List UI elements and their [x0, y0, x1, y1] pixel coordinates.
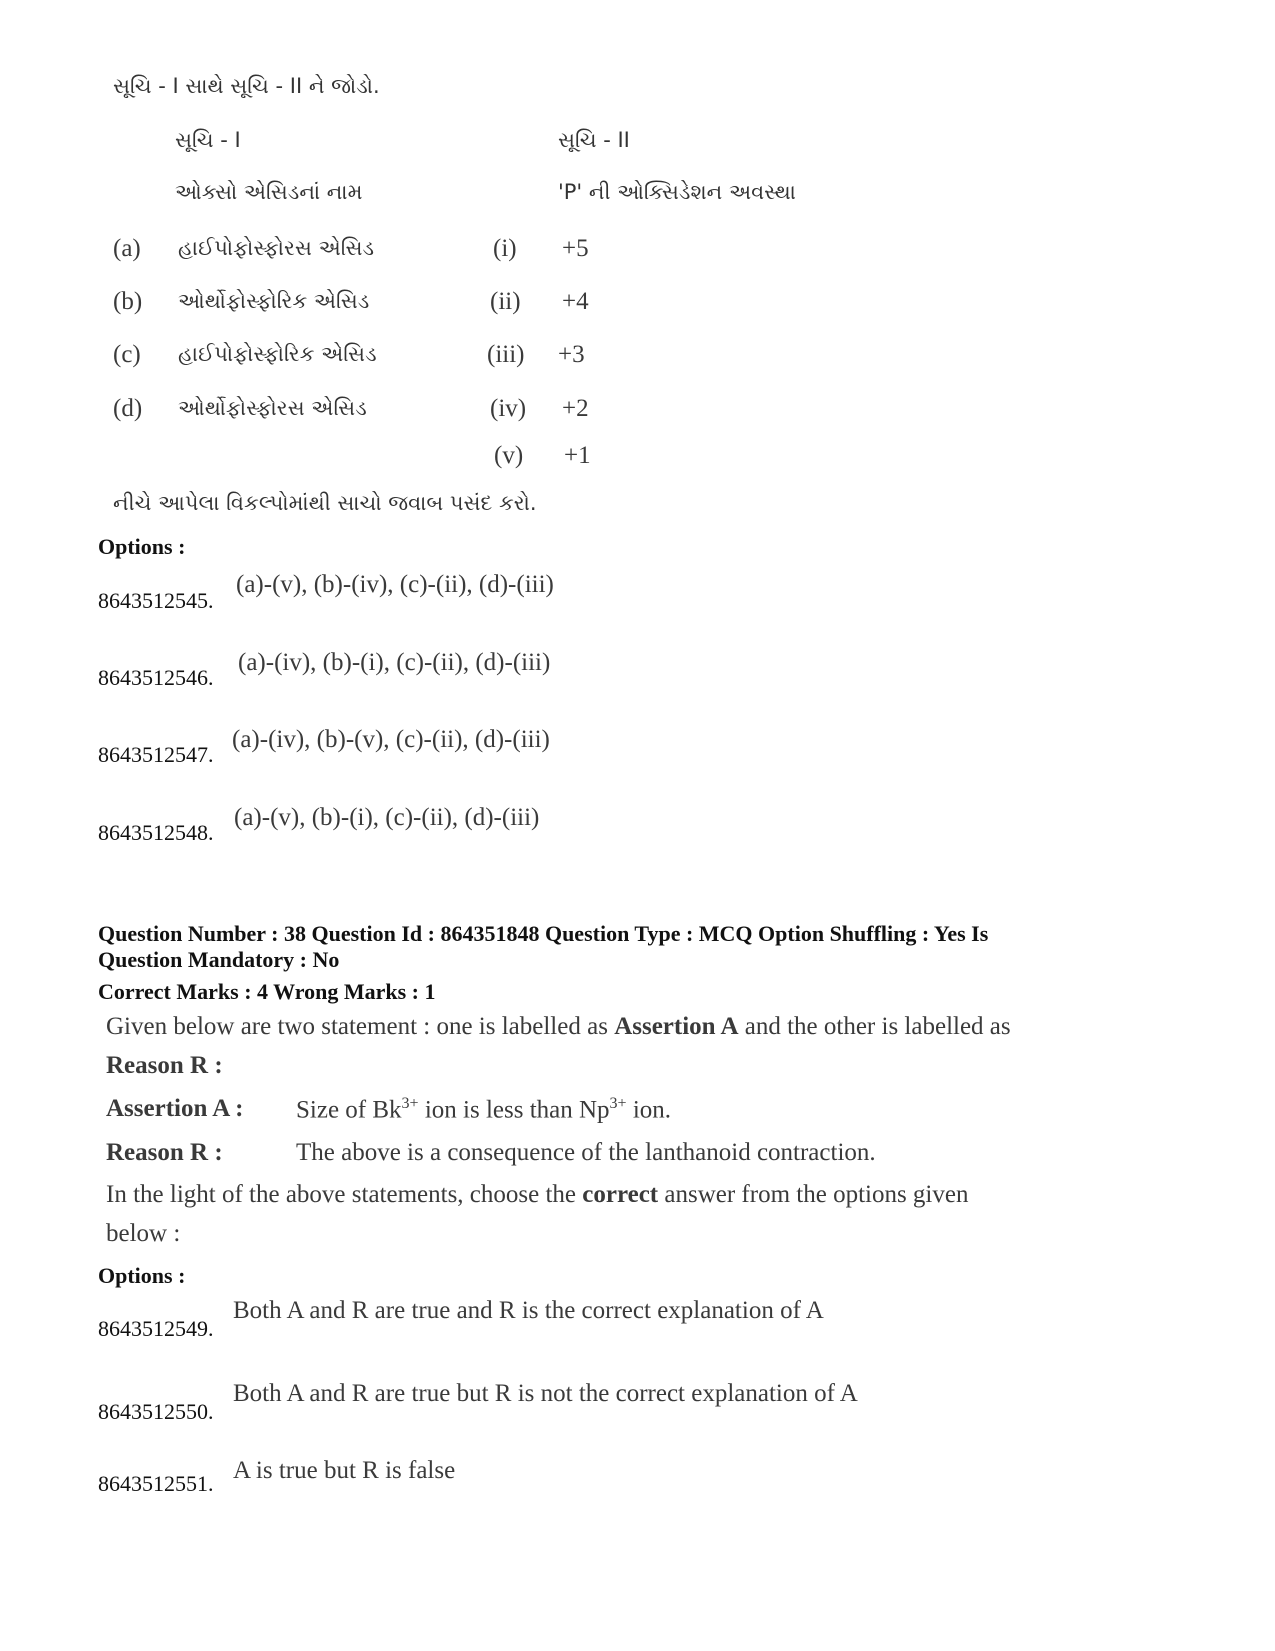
list1-item-c: હાઈપોફોસ્ફોરિક એસિડ [178, 342, 377, 366]
assertion-text-3: ion. [626, 1096, 672, 1124]
q38-option-3-id: 8643512551. [98, 1471, 214, 1496]
bk-charge: 3+ [401, 1095, 419, 1112]
assertion-text [296, 1095, 671, 1124]
q38-option-1-id: 8643512549. [98, 1316, 214, 1341]
q37-options-label: Options : [98, 534, 186, 559]
q38-intro-line2: Reason R : [106, 1052, 223, 1079]
q38-option-1[interactable]: Both A and R are true and R is the correct explanation of A [233, 1297, 824, 1324]
q37-option-2-id: 8643512546. [98, 665, 214, 690]
q38-meta-line1: Question Number : 38 Question Id : 864351848 Question Type : MCQ Option Shuffling : Yes Is [98, 921, 989, 946]
list1-heading: સૂચિ - I [175, 128, 241, 152]
list2-heading: સૂચિ - II [558, 128, 630, 152]
q38-intro-line1 [106, 1013, 1011, 1041]
np-charge: 3+ [609, 1095, 627, 1112]
q38-intro-assertion: Assertion A [614, 1013, 739, 1040]
q37-option-3[interactable]: (a)-(iv), (b)-(v), (c)-(ii), (d)-(iii) [232, 726, 550, 753]
q38-light-bold: correct [582, 1181, 659, 1208]
q38-light-text-1: In the light of the above statements, choose the [106, 1181, 583, 1208]
q37-option-2[interactable]: (a)-(iv), (b)-(i), (c)-(ii), (d)-(iii) [238, 649, 551, 676]
list2-label-i: (i) [493, 235, 517, 262]
q37-option-1-id: 8643512545. [98, 588, 214, 613]
list2-subheading: 'P' ની ઓક્સિડેશન અવસ્થા [558, 180, 796, 204]
q38-intro-text-1: Given below are two statement : one is labelled as [106, 1013, 615, 1040]
list1-item-a: હાઈપોફોસ્ફોરસ એસિડ [178, 236, 375, 260]
reason-label: Reason R : [106, 1139, 223, 1166]
list2-value-ii: +4 [562, 288, 589, 315]
q37-option-4[interactable]: (a)-(v), (b)-(i), (c)-(ii), (d)-(iii) [234, 804, 540, 831]
list2-value-v: +1 [564, 442, 591, 469]
q37-option-4-id: 8643512548. [98, 820, 214, 845]
q38-meta-line3: Correct Marks : 4 Wrong Marks : 1 [98, 979, 436, 1004]
assertion-text-2: ion is less than Np [418, 1096, 610, 1124]
list1-label-a: (a) [113, 235, 141, 262]
list1-label-b: (b) [113, 288, 143, 315]
list2-label-iv: (iv) [490, 395, 527, 422]
q37-option-3-id: 8643512547. [98, 742, 214, 767]
list2-value-i: +5 [562, 235, 589, 262]
list1-item-d: ઓર્થોફોસ્ફોરસ એસિડ [178, 396, 367, 420]
q37-option-1[interactable]: (a)-(v), (b)-(iv), (c)-(ii), (d)-(iii) [236, 571, 554, 598]
list2-value-iii: +3 [558, 341, 585, 368]
q37-footer-instruction: નીચે આપેલા વિકલ્પોમાંથી સાચો જવાબ પસંદ કરો. [113, 491, 537, 515]
q38-light-text-2: answer from the options given [658, 1181, 969, 1208]
q38-options-label: Options : [98, 1263, 186, 1288]
list1-label-d: (d) [113, 395, 143, 422]
list2-label-ii: (ii) [490, 288, 521, 315]
list2-label-v: (v) [494, 442, 524, 469]
list2-label-iii: (iii) [487, 341, 525, 368]
q38-intro-text-2: and the other is labelled as [738, 1013, 1011, 1040]
q38-light-line1 [106, 1181, 968, 1209]
assertion-text-1: Size of Bk [296, 1096, 402, 1124]
q38-option-2-id: 8643512550. [98, 1399, 214, 1424]
assertion-label: Assertion A : [106, 1095, 244, 1122]
list1-item-b: ઓર્થોફોસ્ફોરિક એસિડ [178, 289, 370, 313]
q38-option-2[interactable]: Both A and R are true but R is not the correct explanation of A [233, 1380, 858, 1407]
q38-option-3[interactable]: A is true but R is false [233, 1457, 456, 1484]
q38-light-line2: below : [106, 1220, 181, 1247]
list1-label-c: (c) [113, 341, 141, 368]
q37-instruction: સૂચિ - I સાથે સૂચિ - II ને જોડો. [113, 74, 380, 98]
list2-value-iv: +2 [562, 395, 589, 422]
reason-text: The above is a consequence of the lanthanoid contraction. [296, 1139, 876, 1166]
q38-meta-line2: Question Mandatory : No [98, 947, 340, 972]
list1-subheading: ઓક્સો એસિડનાં નામ [175, 180, 363, 204]
